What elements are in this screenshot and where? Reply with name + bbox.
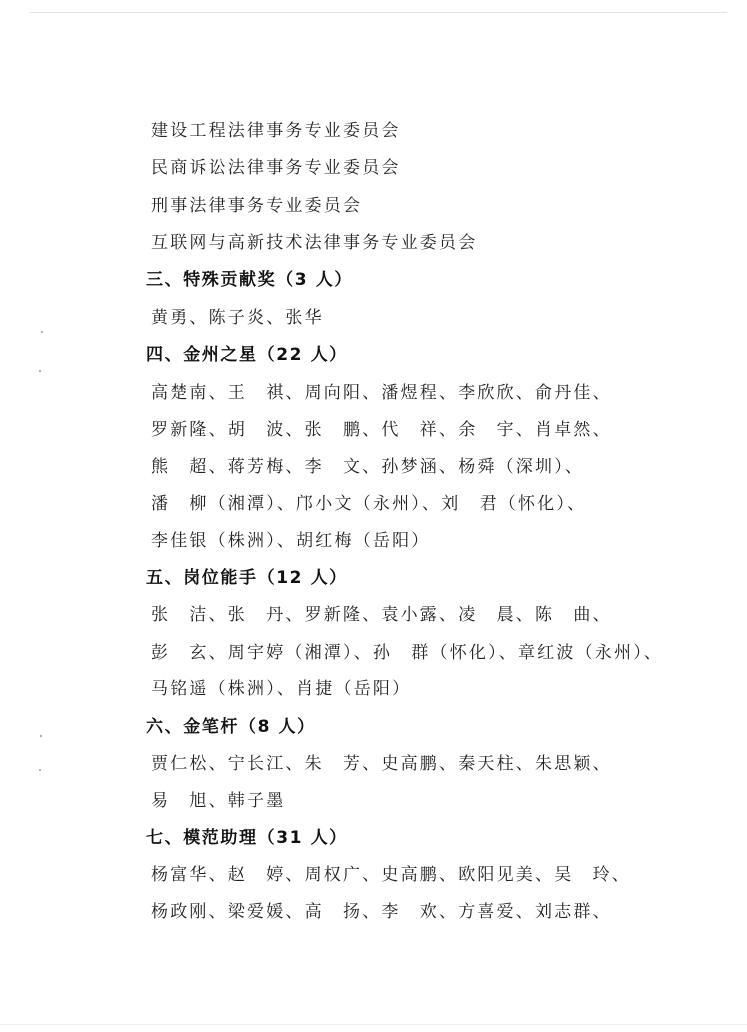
body-line: 建设工程法律事务专业委员会 [151, 121, 401, 141]
body-line: 高楚南、王 祺、周向阳、潘煜程、李欣欣、俞丹佳、 [151, 383, 612, 403]
section-heading: 五、岗位能手（12 人） [146, 568, 348, 588]
body-line: 罗新隆、胡 波、张 鹏、代 祥、余 宇、肖卓然、 [151, 420, 612, 440]
body-line: 熊 超、蒋芳梅、李 文、孙梦涵、杨舜（深圳）、 [151, 457, 585, 477]
scan-speck [40, 735, 42, 737]
body-line: 贾仁松、宁长江、朱 芳、史高鹏、秦天柱、朱思颖、 [151, 754, 612, 774]
section-heading: 六、金笔杆（8 人） [146, 717, 316, 737]
body-line: 刑事法律事务专业委员会 [151, 196, 363, 216]
body-line: 李佳银（株洲）、胡红梅（岳阳） [151, 531, 431, 551]
body-line: 彭 玄、周宇婷（湘潭）、孙 群（怀化）、章红波（永州）、 [151, 643, 664, 663]
body-line: 杨富华、赵 婷、周权广、史高鹏、欧阳见美、吴 玲、 [151, 865, 631, 885]
body-line: 民商诉讼法律事务专业委员会 [151, 158, 401, 178]
section-heading: 四、金州之星（22 人） [146, 345, 348, 365]
scan-speck [39, 370, 41, 372]
body-line: 张 洁、张 丹、罗新隆、袁小露、凌 晨、陈 曲、 [151, 605, 612, 625]
scan-edge-bottom [0, 1024, 747, 1025]
section-heading: 三、特殊贡献奖（3 人） [146, 270, 353, 290]
body-line: 马铭遥（株洲）、肖捷（岳阳） [151, 679, 412, 699]
body-line: 黄勇、陈子炎、张华 [151, 308, 324, 328]
body-line: 杨政刚、梁爱媛、高 扬、李 欢、方喜爱、刘志群、 [151, 902, 612, 922]
section-heading: 七、模范助理（31 人） [146, 828, 348, 848]
body-line: 潘 柳（湘潭）、邝小文（永州）、刘 君（怀化）、 [151, 494, 587, 514]
body-line: 互联网与高新技术法律事务专业委员会 [151, 233, 478, 253]
scan-speck [39, 769, 41, 771]
scan-speck [41, 331, 43, 333]
scan-edge-top [30, 12, 727, 13]
body-line: 易 旭、韩子墨 [151, 791, 286, 811]
